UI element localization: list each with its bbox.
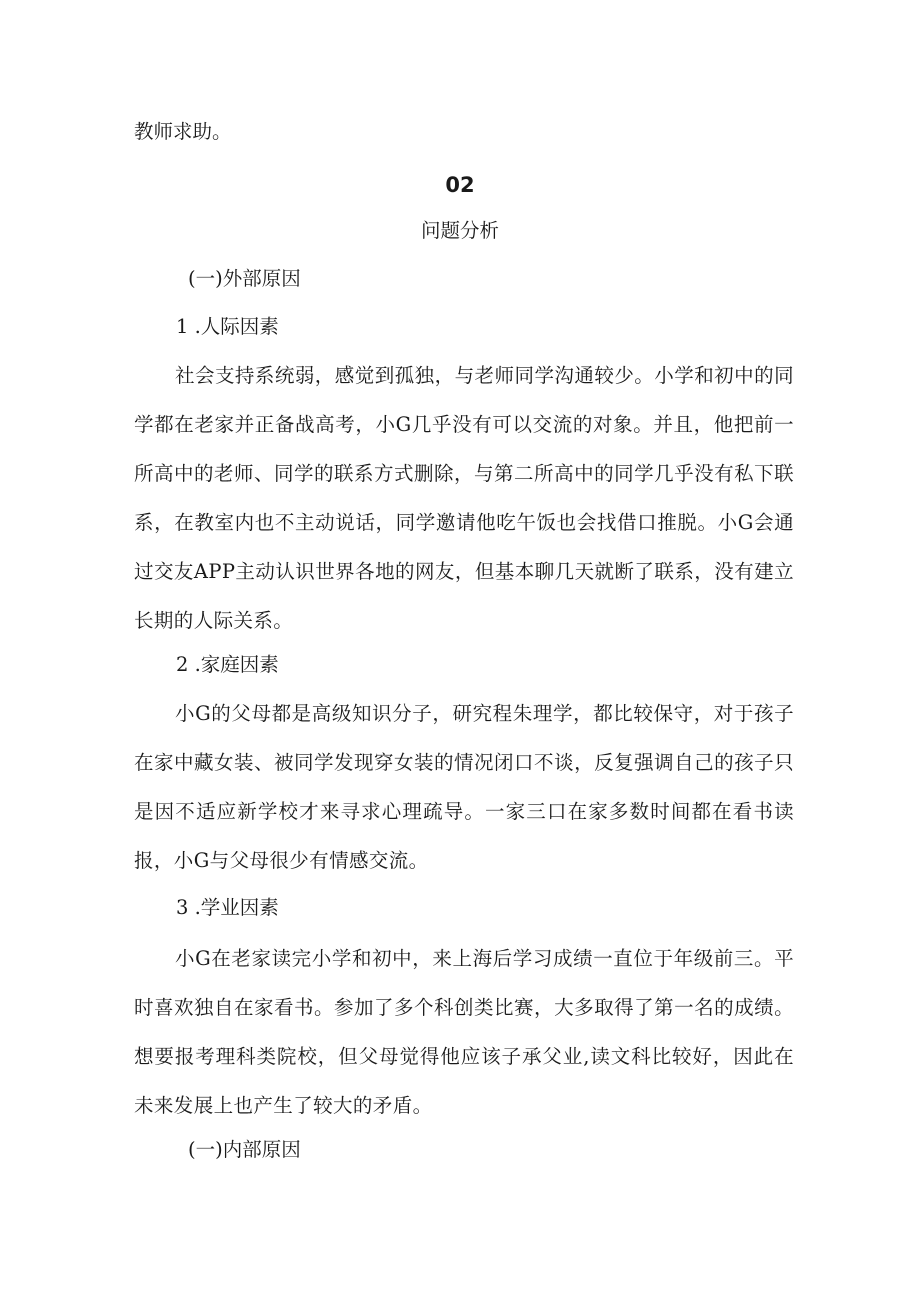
section-number: 02 [445, 173, 475, 197]
interpersonal-paragraph: 社会支持系统弱，感觉到孤独，与老师同学沟通较少。小学和初中的同学都在老家并正备战高考，小G几乎没有可以交流的对象。并且，他把前一所高中的老师、同学的联系方式删除，与第二所高中的同学几乎没有私下联系，在教室内也不主动说话，同学邀请他吃午饭也会找借口推脱。小G会通过交友APP主动认识世界各地的网友，但基本聊几天就断了联系，没有建立长期的人际关系。 [134, 364, 794, 632]
family-heading: 2 .家庭因素 [176, 653, 279, 676]
internal-causes-heading: (一)内部原因 [188, 1138, 301, 1161]
family-paragraph: 小G的父母都是高级知识分子，研究程朱理学，都比较保守，对于孩子在家中藏女装、被同学发现穿女装的情况闭口不谈，反复强调自己的孩子只是因不适应新学校才来寻求心理疏导。一家三口在家多数时间都在看书读报，小G与父母很少有情感交流。 [134, 702, 794, 872]
section-title: 问题分析 [420, 219, 499, 242]
interpersonal-heading: 1 .人际因素 [176, 315, 279, 338]
academic-heading: 3 .学业因素 [176, 896, 279, 919]
external-causes-heading: (一)外部原因 [188, 267, 301, 290]
academic-paragraph: 小G在老家读完小学和初中，来上海后学习成绩一直位于年级前三。平时喜欢独自在家看书。参加了多个科创类比赛，大多取得了第一名的成绩。想要报考理科类院校，但父母觉得他应该子承父业,读文科比较好，因此在未来发展上也产生了较大的矛盾。 [134, 947, 794, 1117]
opening-line: 教师求助。 [134, 120, 232, 143]
